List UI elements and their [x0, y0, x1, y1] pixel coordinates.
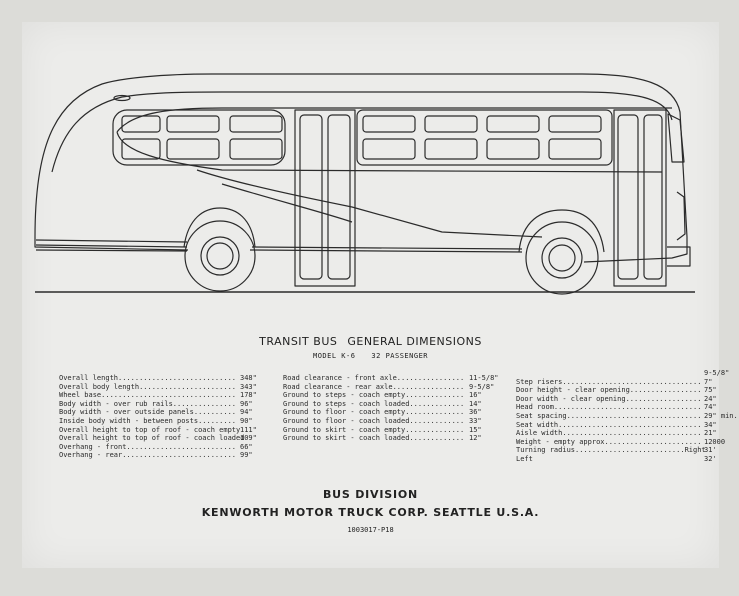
front-wheel — [526, 222, 598, 294]
dimension-row — [59, 408, 269, 417]
dimension-label: Seat spacing................................ — [516, 411, 702, 420]
center-door — [295, 110, 355, 286]
window — [167, 116, 219, 132]
dimension-row — [283, 383, 503, 392]
title-part1: TRANSIT BUS — [259, 335, 338, 348]
dimension-label: Turning radius..........................Right — [516, 446, 706, 455]
dimension-value: 24" — [704, 394, 717, 403]
window — [487, 139, 539, 159]
dimension-label: Overall body length....................... — [59, 382, 237, 391]
dimension-value: 348" — [240, 374, 257, 382]
dimensions-column-2 — [283, 374, 503, 443]
dimensions-column-1 — [59, 374, 269, 460]
window — [363, 139, 415, 159]
division-name: BUS DIVISION — [322, 488, 419, 501]
dimension-label: Body width - over outside panels.......... — [59, 408, 237, 417]
window — [549, 139, 601, 159]
window-frame-left — [113, 110, 285, 165]
front-hub-inner — [549, 245, 575, 271]
rub-rail — [36, 240, 522, 251]
dimension-row — [283, 400, 503, 409]
dimension-value: 96" — [240, 399, 253, 408]
window — [167, 139, 219, 159]
dimension-row — [283, 374, 503, 383]
dimension-row — [283, 426, 503, 435]
dimensions-column-3 — [516, 369, 739, 464]
dimension-label: Ground to floor - coach loaded............. — [283, 416, 465, 425]
drawing-number: 1003017-P18 — [347, 526, 394, 534]
dimension-value: 109" — [240, 434, 257, 443]
dimension-value: 36" — [469, 408, 482, 417]
dimension-label: Body width - over rub rails............... — [59, 399, 237, 408]
dimension-row — [516, 455, 739, 464]
dimension-label: Seat width.................................. — [516, 420, 702, 429]
dimension-label: Ground to steps - coach empty.............. — [283, 391, 465, 400]
dimension-value: 66" — [240, 442, 253, 451]
dimension-value: 31' — [704, 446, 717, 455]
window — [549, 116, 601, 132]
dimension-label: Door height - clear opening................. — [516, 386, 702, 395]
front-wheel-arch — [519, 210, 604, 252]
blueprint-sheet — [22, 22, 738, 568]
drawing-title — [22, 335, 719, 348]
belt-swoop — [117, 108, 672, 172]
dimension-row — [59, 383, 269, 392]
window — [487, 116, 539, 132]
rear-wheel-arch — [184, 208, 255, 247]
passenger-label: 32 PASSENGER — [371, 352, 428, 360]
dimension-value: 9-5/8" — [704, 369, 730, 377]
dimension-label: Aisle width................................. — [516, 429, 702, 438]
dimension-label: Road clearance - rear axle................. — [283, 382, 465, 391]
window — [230, 139, 282, 159]
window — [425, 116, 477, 132]
dimension-value: 343" — [240, 382, 257, 391]
dimension-label: Left — [516, 454, 533, 463]
dimension-row — [59, 434, 269, 443]
dimension-value: 12000 — [704, 437, 726, 446]
dimension-row — [283, 434, 503, 443]
dimension-value: 21" — [704, 429, 717, 438]
dimension-label: Ground to skirt - coach loaded............. — [283, 434, 465, 443]
dimension-value: 74" — [704, 403, 717, 412]
windshield — [668, 114, 684, 162]
dimension-value: 90" — [240, 416, 253, 425]
dimension-label: Overhang - rear........................... — [59, 451, 237, 460]
dimension-row — [516, 412, 739, 421]
title-part2: GENERAL DIMENSIONS — [347, 335, 482, 348]
dimension-row — [59, 391, 269, 400]
dimension-label: Road clearance - front axle................ — [283, 374, 465, 382]
dimension-row — [59, 426, 269, 435]
rear-wheel — [185, 221, 255, 291]
dimension-row — [516, 369, 739, 378]
dimension-value: 33" — [469, 416, 482, 425]
dimension-label: Ground to steps - coach loaded............. — [283, 399, 465, 408]
dimension-label: Step risers................................. — [516, 377, 702, 386]
front-door-glass — [618, 115, 638, 279]
dimension-value: 111" — [240, 425, 257, 434]
window — [122, 116, 160, 132]
model-subtitle — [22, 352, 719, 360]
dimension-value: 16" — [469, 391, 482, 400]
dimension-value: 32' — [704, 454, 717, 463]
dimension-row — [516, 395, 739, 404]
front-grille — [677, 192, 685, 240]
dimension-value: 14" — [469, 399, 482, 408]
window — [363, 116, 415, 132]
dimension-row — [516, 378, 739, 387]
dimension-label: Overall height to top of roof - coach empty — [59, 425, 241, 434]
window — [230, 116, 282, 132]
dimension-label: Overhang - front.......................... — [59, 442, 237, 451]
dimension-label: Inside body width - between posts......... — [59, 416, 237, 425]
center-door-glass — [328, 115, 350, 279]
lower-swoop — [197, 170, 542, 237]
window — [425, 139, 477, 159]
dimension-row — [516, 421, 739, 430]
dimension-label: Weight - empty approx....................... — [516, 437, 702, 446]
dimension-label: Ground to skirt - coach empty.............. — [283, 425, 465, 434]
dimension-row — [516, 438, 739, 447]
dimension-value: 94" — [240, 408, 253, 417]
dimension-row — [283, 417, 503, 426]
window — [122, 139, 160, 159]
bus-side-elevation-drawing — [22, 22, 719, 312]
dimension-label: Ground to floor - coach empty.............. — [283, 408, 465, 417]
front-door-glass — [644, 115, 662, 279]
dimension-row — [59, 451, 269, 460]
dimension-row — [516, 446, 739, 455]
dimension-row — [59, 374, 269, 383]
company-name: KENWORTH MOTOR TRUCK CORP. SEATTLE U.S.A. — [201, 506, 540, 519]
dimension-label: Head room................................... — [516, 403, 702, 412]
dimension-value: 34" — [704, 420, 717, 429]
dimension-row — [283, 391, 503, 400]
dimension-label: Door width - clear opening.................. — [516, 394, 702, 403]
model-label: MODEL K-6 — [312, 352, 356, 360]
dimension-value: 29" min. — [704, 411, 738, 420]
dimension-value: 99" — [240, 451, 253, 460]
dimension-value: 15" — [469, 425, 482, 434]
dimension-row — [59, 417, 269, 426]
dimension-value: 178" — [240, 391, 257, 400]
dimension-value: 75" — [704, 386, 717, 395]
dimension-row — [59, 400, 269, 409]
front-hub — [542, 238, 582, 278]
dimension-value: 12" — [469, 434, 482, 443]
dimension-value: 7" — [704, 377, 713, 386]
dimension-row — [516, 386, 739, 395]
dimension-row — [516, 403, 739, 412]
dimension-value: 9-5/8" — [469, 382, 495, 391]
dimension-row — [516, 429, 739, 438]
dimension-value: 11-5/8" — [469, 374, 499, 382]
dimension-row — [59, 443, 269, 452]
rear-hub-inner — [207, 243, 233, 269]
dimension-label: Overall height to top of roof - coach loaded — [59, 434, 245, 443]
dimension-row — [283, 408, 503, 417]
window-frame-right — [357, 110, 612, 165]
dimension-label: Overall length............................ — [59, 374, 237, 382]
dimension-label: Wheel base................................ — [59, 391, 237, 400]
